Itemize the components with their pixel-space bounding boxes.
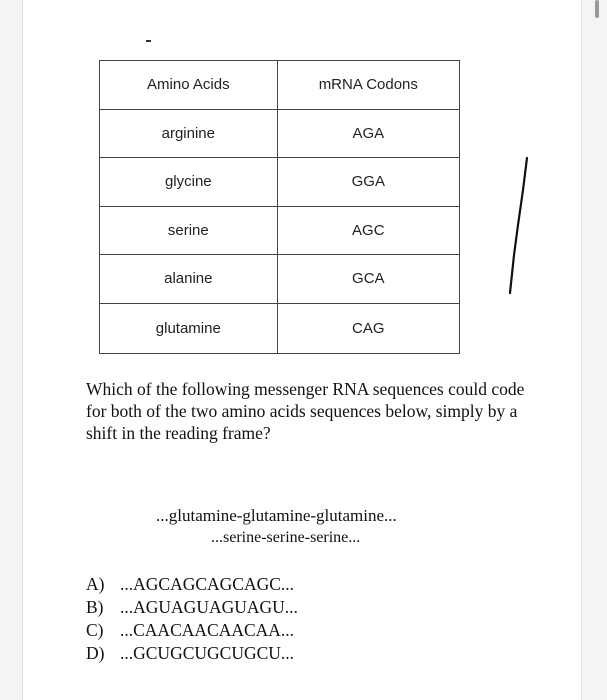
amino-acid-cell: arginine	[100, 109, 278, 158]
codon-cell: GGA	[277, 158, 459, 207]
option-letter: D)	[86, 643, 105, 663]
table-row	[100, 158, 460, 207]
option-c	[86, 620, 294, 641]
codon-cell: AGC	[277, 206, 459, 255]
stray-mark	[146, 40, 151, 42]
option-b	[86, 597, 298, 618]
amino-acid-cell: serine	[100, 206, 278, 255]
table-row	[100, 303, 460, 353]
table-row	[100, 206, 460, 255]
option-letter: B)	[86, 597, 104, 617]
option-text: ...AGUAGUAGUAGU...	[120, 597, 298, 617]
codon-cell: AGA	[277, 109, 459, 158]
codon-cell: CAG	[277, 303, 459, 353]
sequence-glutamine: ...glutamine-glutamine-glutamine...	[156, 506, 397, 525]
sequence-serine: ...serine-serine-serine...	[211, 529, 361, 546]
table-row	[100, 255, 460, 304]
amino-acid-cell: alanine	[100, 255, 278, 304]
scrollbar[interactable]	[595, 0, 599, 18]
header-mrna-codons: mRNA Codons	[277, 61, 459, 110]
table-header-row	[100, 61, 460, 110]
pen-stroke-annotation	[496, 150, 536, 300]
amino-acid-cell: glycine	[100, 158, 278, 207]
amino-acid-cell: glutamine	[100, 303, 278, 353]
option-letter: C)	[86, 620, 104, 640]
option-text: ...AGCAGCAGCAGC...	[120, 574, 295, 594]
option-text: ...GCUGCUGCUGCU...	[120, 643, 295, 663]
question-text: Which of the following messenger RNA sequences could code for both of the two amino acids sequences below, simply by a shift in the reading frame?	[86, 379, 525, 443]
header-amino-acids: Amino Acids	[100, 61, 278, 110]
option-letter: A)	[86, 574, 105, 594]
option-a	[86, 574, 294, 595]
option-d	[86, 643, 294, 664]
table-row	[100, 109, 460, 158]
option-text: ...CAACAACAACAA...	[120, 620, 295, 640]
amino-acid-codon-table	[99, 60, 460, 354]
codon-cell: GCA	[277, 255, 459, 304]
